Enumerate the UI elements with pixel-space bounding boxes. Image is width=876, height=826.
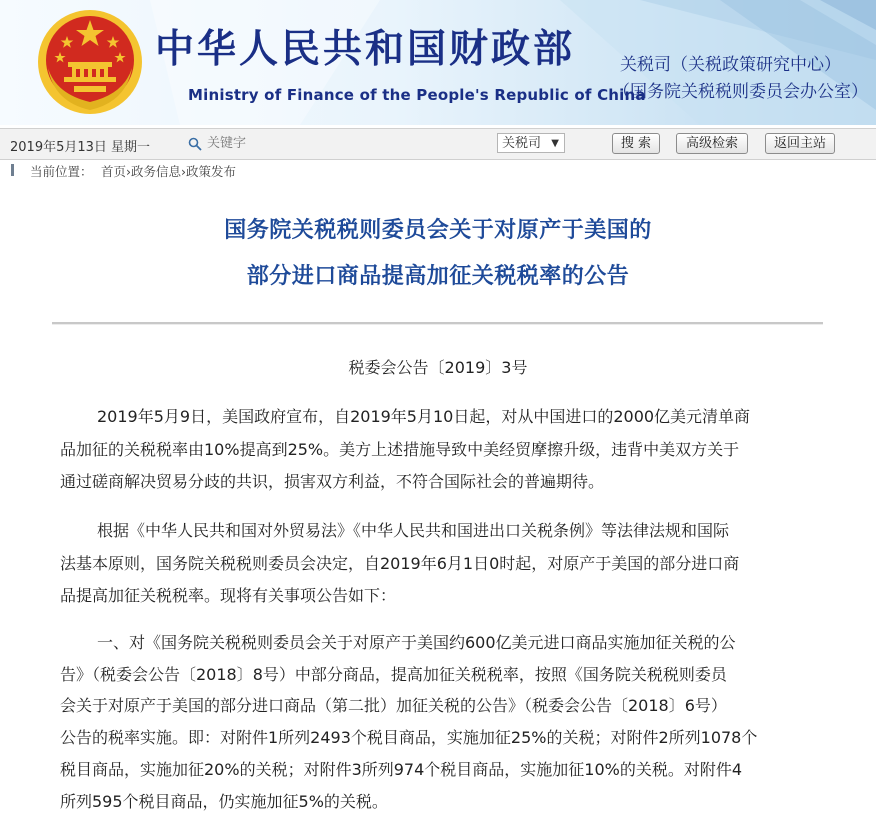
paragraph-3-line: 告》（税委会公告〔2018〕8号）中部分商品，提高加征关税税率，按照《国务院关税税则委员 bbox=[60, 665, 727, 684]
paragraph-1-line: 品加征的关税税率由10%提高到25%。美方上述措施导致中美经贸摩擦升级，违背中美双方关于 bbox=[60, 440, 740, 459]
paragraph-3-line: 会关于对原产于美国的部分进口商品（第二批）加征关税的公告》（税委会公告〔2018〕6号） bbox=[60, 696, 727, 715]
department-select[interactable] bbox=[497, 133, 565, 153]
article-title-line2: 部分进口商品提高加征关税税率的公告 bbox=[246, 264, 630, 289]
breadcrumb-path[interactable]: 首页›政务信息›政策发布 bbox=[101, 164, 236, 179]
header-banner bbox=[0, 0, 876, 125]
title-divider bbox=[52, 322, 823, 325]
paragraph-2-line: 品提高加征关税税率。现将有关事项公告如下： bbox=[60, 586, 397, 605]
current-date: 2019年5月13日 星期一 bbox=[10, 140, 151, 155]
department-select-value: 关税司 bbox=[502, 136, 542, 151]
national-emblem-icon bbox=[34, 6, 146, 118]
breadcrumb-label: 当前位置： bbox=[30, 164, 93, 179]
department-name: 关税司（关税政策研究中心） bbox=[620, 55, 841, 75]
document-number: 税委会公告〔2019〕3号 bbox=[348, 358, 528, 377]
department-subtitle: （国务院关税税则委员会办公室） bbox=[613, 82, 868, 102]
breadcrumb bbox=[0, 159, 876, 181]
article-title-line1: 国务院关税税则委员会关于对原产于美国的 bbox=[224, 218, 652, 243]
paragraph-3-line: 公告的税率实施。即：对附件1所列2493个税目商品，实施加征25%的关税；对附件2所列1078个 bbox=[60, 728, 758, 747]
search-input[interactable] bbox=[205, 133, 496, 153]
ministry-name-en: Ministry of Finance of the People's Republic of China bbox=[188, 86, 646, 104]
search-button[interactable]: 搜 索 bbox=[612, 133, 660, 154]
return-home-button[interactable]: 返回主站 bbox=[765, 133, 835, 154]
paragraph-1-line: 通过磋商解决贸易分歧的共识，损害双方利益，不符合国际社会的普遍期待。 bbox=[60, 472, 605, 491]
paragraph-2-line: 法基本原则，国务院关税税则委员会决定，自2019年6月1日0时起，对原产于美国的部分进口商 bbox=[60, 554, 740, 573]
dropdown-arrow-icon: ▼ bbox=[551, 138, 559, 149]
paragraph-1-line: 2019年5月9日，美国政府宣布，自2019年5月10日起，对从中国进口的2000亿美元清单商 bbox=[97, 407, 751, 426]
toolbar bbox=[0, 128, 876, 160]
paragraph-2-line: 根据《中华人民共和国对外贸易法》《中华人民共和国进出口关税条例》等法律法规和国际 bbox=[97, 521, 730, 540]
search-icon bbox=[188, 137, 202, 151]
paragraph-3-line: 一、对《国务院关税税则委员会关于对原产于美国约600亿美元进口商品实施加征关税的公 bbox=[97, 633, 736, 652]
paragraph-3-line: 所列595个税目商品，仍实施加征5%的关税。 bbox=[60, 792, 388, 811]
breadcrumb-marker-icon bbox=[11, 164, 14, 176]
ministry-name-cn: 中华人民共和国财政部 bbox=[155, 26, 576, 72]
advanced-search-button[interactable]: 高级检索 bbox=[676, 133, 748, 154]
paragraph-3-line: 税目商品，实施加征20%的关税；对附件3所列974个税目商品，实施加征10%的关税。对附件4 bbox=[60, 760, 743, 779]
